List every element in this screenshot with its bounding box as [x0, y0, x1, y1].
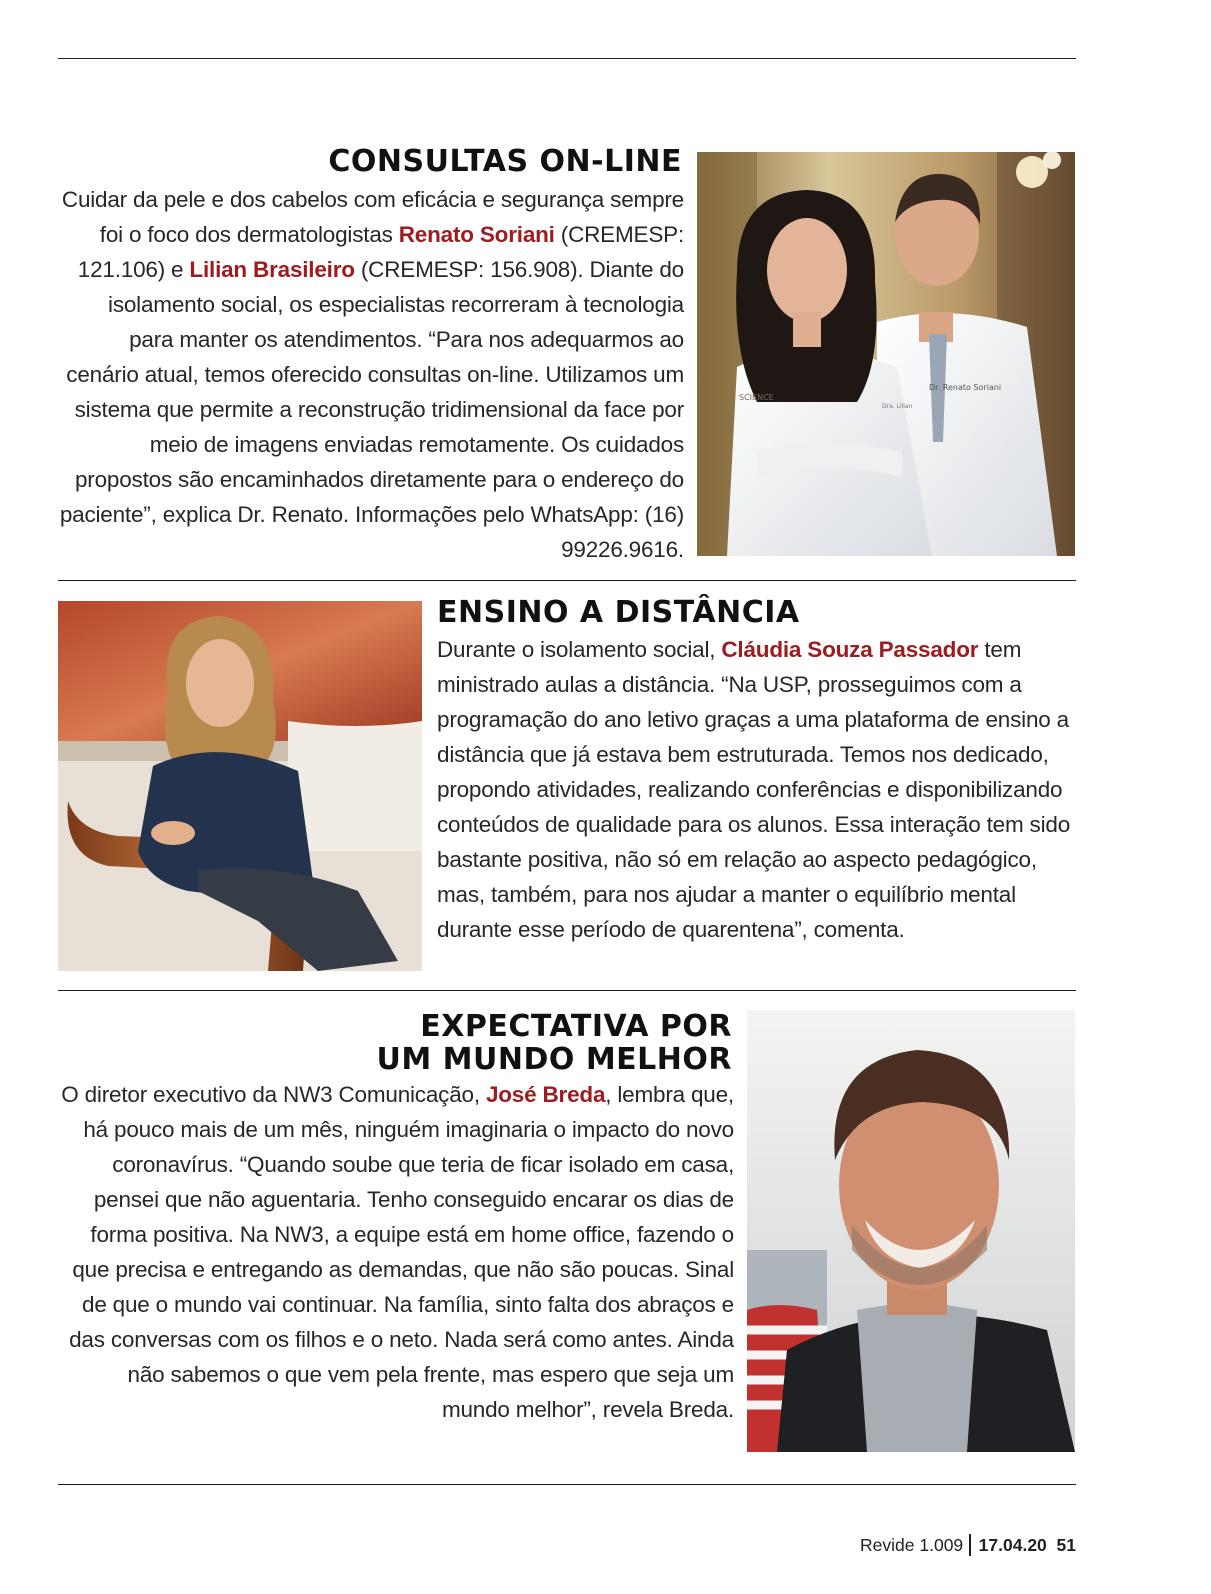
- footer-magazine: Revide 1.009: [860, 1535, 964, 1555]
- section1-title: CONSULTAS ON-LINE: [328, 144, 682, 179]
- section3-text-part1: O diretor executivo da NW3 Comunicação,: [61, 1082, 486, 1107]
- bottom-rule: [58, 1484, 1076, 1485]
- section3-title: [58, 1010, 732, 1076]
- section2-text-part2: tem ministrado aulas a distância. “Na USP, prosseguimos com a programação do ano letivo graças a uma plataforma de ensino a distância que já estava bem estruturada. Temos nos dedicado, propondo atividades, realizando conferências e disponibilizando conteúdos de qualidade para os alunos. Essa interação tem sido bastante positiva, não só em relação ao aspecto pedagógico, mas, também, para nos ajudar a manter o equilíbrio mental durante esse período de quarentena”, comenta.: [437, 637, 1071, 942]
- coat-embroidery-renato: Dr. Renato Soriani: [929, 383, 1002, 392]
- doctor-name-renato: Renato Soriani: [398, 222, 555, 247]
- doctor-name-lilian: Lilian Brasileiro: [189, 257, 355, 282]
- coat-embroidery-lilian: Dra. Lilian: [882, 403, 913, 410]
- top-rule: [58, 58, 1076, 59]
- photo-jose-breda: [747, 1010, 1075, 1452]
- footer-separator: [969, 1534, 971, 1556]
- section1-text-part3: (CREMESP: 156.908). Diante do isolamento social, os especialistas recorreram à tecnologia para manter os atendimentos. “Para nos adequarmos ao cenário atual, temos oferecido consultas on-line. Utilizamos um sistema que permite a reconstrução tridimensional da face por meio de imagens enviadas remotamente. Os cuidados propostos são encaminhados diretamente para o endereço do paciente”, explica Dr. Renato. Informações pelo WhatsApp: (16) 99226.9616.: [59, 257, 684, 562]
- section1-text: [58, 182, 684, 567]
- section1-text-part2: (CREMESP: 121.106) e: [77, 222, 684, 282]
- section3-title-line1: EXPECTATIVA POR: [420, 1009, 732, 1044]
- coat-logo: SCIENCE: [739, 393, 774, 402]
- section-divider-2: [58, 990, 1076, 991]
- footer-date: 17.04.20: [978, 1535, 1047, 1555]
- section-divider-1: [58, 580, 1076, 581]
- professor-name-claudia: Cláudia Souza Passador: [721, 637, 979, 662]
- footer-page-number: 51: [1056, 1535, 1076, 1555]
- photo-claudia: [58, 601, 422, 971]
- section2-text: [437, 632, 1077, 947]
- section3-title-line2: UM MUNDO MELHOR: [376, 1042, 732, 1077]
- section1-text-part1: Cuidar da pele e dos cabelos com eficácia e segurança sempre foi o foco dos dermatologistas: [61, 187, 684, 247]
- section2-title: ENSINO A DISTÂNCIA: [437, 595, 800, 630]
- page-footer: [860, 1534, 1076, 1556]
- section3-text-part2: , lembra que, há pouco mais de um mês, ninguém imaginaria o impacto do novo coronavírus. “Quando soube que teria de ficar isolado em casa, pensei que não aguentaria. Tenho conseguido encarar os dias de forma positiva. Na NW3, a equipe está em home office, fazendo o que precisa e entregando as demandas, que não são poucas. Sinal de que o mundo vai continuar. Na família, sinto falta dos abraços e das conversas com os filhos e o neto. Nada será como antes. Ainda não sabemos o que vem pela frente, mas espero que seja um mundo melhor”, revela Breda.: [69, 1082, 734, 1422]
- section2-text-part1: Durante o isolamento social,: [437, 637, 722, 662]
- director-name-jose: José Breda: [485, 1082, 606, 1107]
- section3-text: [58, 1077, 734, 1427]
- photo-dermatologists: [697, 152, 1075, 556]
